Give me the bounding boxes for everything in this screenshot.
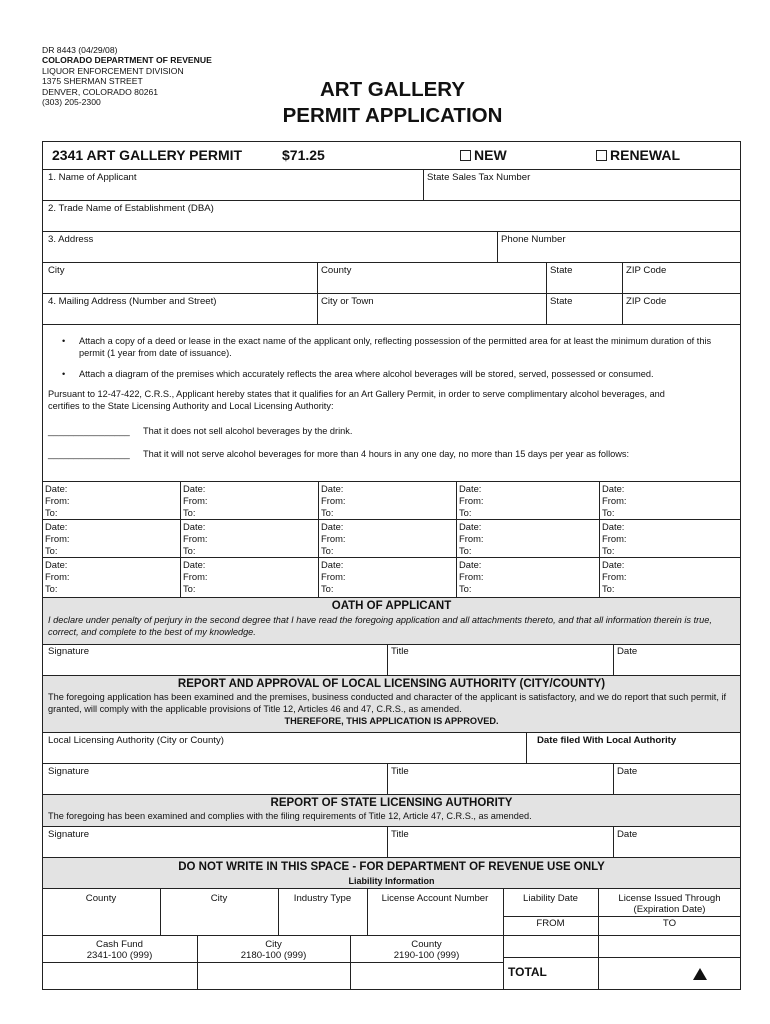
- license-issued-label: License Issued Through: [618, 893, 721, 904]
- city-address: DENVER, COLORADO 80261: [42, 86, 159, 97]
- renewal-checkbox[interactable]: [596, 150, 607, 161]
- name-of-applicant-field[interactable]: 1. Name of Applicant: [48, 172, 137, 183]
- initial-blank-2[interactable]: ________________: [48, 449, 130, 459]
- schedule-cell[interactable]: [459, 559, 598, 595]
- schedule-date-label: Date:: [45, 483, 68, 494]
- schedule-date-label: Date:: [321, 521, 344, 532]
- schedule-cell[interactable]: [321, 559, 455, 595]
- local-date-field[interactable]: Date: [617, 766, 638, 777]
- state-date-field[interactable]: Date: [617, 829, 638, 840]
- oath-title-field[interactable]: Title: [391, 646, 409, 657]
- form-title-line2: PERMIT APPLICATION: [282, 104, 503, 127]
- state-authority-text: The foregoing has been examined and complies with the filing requirements of Title 12, Article 47, C.R.S., as amended.: [48, 811, 532, 821]
- schedule-date-label: Date:: [602, 521, 625, 532]
- state-authority-title: REPORT OF STATE LICENSING AUTHORITY: [270, 797, 513, 809]
- schedule-to-label: To:: [459, 545, 472, 556]
- local-authority-field[interactable]: Local Licensing Authority (City or County): [48, 735, 224, 746]
- mailing-address-field[interactable]: 4. Mailing Address (Number and Street): [48, 296, 217, 307]
- renewal-option[interactable]: [596, 147, 680, 163]
- instruction-deed: Attach a copy of a deed or lease in the exact name of the applicant only, reflecting possession of the permitted area for at least the minimum duration of this permit (1 year from date of issuance).: [79, 336, 712, 358]
- permit-fee: $71.25: [282, 147, 325, 163]
- schedule-cell[interactable]: [602, 559, 740, 595]
- no-sale-statement: That it does not sell alcohol beverages by the drink.: [143, 426, 353, 436]
- oath-signature-field[interactable]: Signature: [48, 646, 90, 657]
- bullet-dot: •: [62, 336, 66, 346]
- total-label: TOTAL: [508, 965, 547, 979]
- renewal-label: RENEWAL: [610, 147, 680, 163]
- local-authority-title: REPORT AND APPROVAL OF LOCAL LICENSING AUTHORITY (CITY/COUNTY): [177, 678, 606, 690]
- new-checkbox[interactable]: [460, 150, 471, 161]
- oath-title: OATH OF APPLICANT: [331, 600, 452, 612]
- schedule-to-label: To:: [183, 583, 196, 594]
- county-fund-label: County: [411, 939, 442, 950]
- schedule-from-label: From:: [459, 533, 484, 544]
- schedule-cell[interactable]: [602, 521, 740, 557]
- street-address: 1375 SHERMAN STREET: [42, 76, 143, 87]
- dor-county-label: County: [85, 893, 117, 904]
- schedule-date-label: Date:: [459, 521, 482, 532]
- schedule-cell[interactable]: [183, 559, 317, 595]
- agency-header: [42, 45, 212, 107]
- schedule-date-label: Date:: [183, 521, 206, 532]
- schedule-to-label: To:: [321, 583, 334, 594]
- schedule-to-label: To:: [183, 507, 196, 518]
- schedule-cell[interactable]: [321, 521, 455, 557]
- cash-fund-label: Cash Fund: [96, 939, 143, 950]
- schedule-from-label: From:: [321, 495, 346, 506]
- oath-text: I declare under penalty of perjury in the second degree that I have read the foregoing application and all attachments thereto, and that all information therein is true, correct, and complete to the best of my knowledge.: [48, 615, 712, 637]
- form-title: [250, 77, 535, 129]
- local-signature-field[interactable]: Signature: [48, 766, 90, 777]
- schedule-to-label: To:: [45, 583, 58, 594]
- schedule-from-label: From:: [183, 495, 208, 506]
- mailing-zip-field[interactable]: ZIP Code: [626, 296, 667, 307]
- schedule-cell[interactable]: [459, 483, 598, 519]
- schedule-from-label: From:: [45, 533, 70, 544]
- bullet-dot: •: [62, 369, 66, 379]
- hours-limit-statement: That it will not serve alcohol beverages for more than 4 hours in any one day, no more than 15 days per year as follows:: [143, 449, 630, 459]
- instruction-diagram: Attach a diagram of the premises which accurately reflects the area where alcohol beverages will be stored, served, possessed or consumed.: [79, 369, 654, 379]
- schedule-from-label: From:: [459, 495, 484, 506]
- date-filed-field[interactable]: Date filed With Local Authority: [537, 735, 677, 746]
- schedule-cell[interactable]: [45, 521, 179, 557]
- schedule-date-label: Date:: [321, 559, 344, 570]
- state-sales-tax-field[interactable]: State Sales Tax Number: [427, 172, 531, 183]
- local-authority-text: The foregoing application has been examined and the premises, business conducted and character of the applicant is satisfactory, and we do report that such permit, if granted, will comply with the applicable provisions of Title 12, Articles 46 and 47, C.R.S., as amended.: [48, 692, 727, 714]
- schedule-from-label: From:: [45, 571, 70, 582]
- county-fund-code: 2190-100 (999): [393, 950, 460, 961]
- form-title-line1: ART GALLERY: [319, 78, 465, 101]
- schedule-date-label: Date:: [459, 483, 482, 494]
- agency-phone: (303) 205-2300: [42, 97, 101, 108]
- triangle-up-icon: [692, 967, 708, 981]
- liability-info-title: Liability Information: [348, 876, 435, 886]
- dor-title: DO NOT WRITE IN THIS SPACE - FOR DEPARTMENT OF REVENUE USE ONLY: [178, 861, 605, 873]
- schedule-cell[interactable]: [183, 483, 317, 519]
- schedule-to-label: To:: [321, 545, 334, 556]
- state-field[interactable]: State: [550, 265, 573, 276]
- schedule-date-label: Date:: [602, 483, 625, 494]
- schedule-to-label: To:: [459, 583, 472, 594]
- schedule-cell[interactable]: [183, 521, 317, 557]
- schedule-from-label: From:: [459, 571, 484, 582]
- state-title-field[interactable]: Title: [391, 829, 409, 840]
- city-fund-code: 2180-100 (999): [240, 950, 307, 961]
- schedule-from-label: From:: [321, 571, 346, 582]
- approved-statement: THEREFORE, THIS APPLICATION IS APPROVED.: [284, 716, 499, 726]
- liability-date-label: Liability Date: [523, 893, 578, 904]
- schedule-from-label: From:: [602, 571, 627, 582]
- department-name: COLORADO DEPARTMENT OF REVENUE: [42, 55, 212, 66]
- address-field[interactable]: 3. Address: [48, 234, 94, 245]
- dor-city-label: City: [210, 893, 228, 904]
- schedule-from-label: From:: [45, 495, 70, 506]
- state-signature-field[interactable]: Signature: [48, 829, 90, 840]
- new-label: NEW: [474, 147, 507, 163]
- city-or-town-field[interactable]: City or Town: [321, 296, 374, 307]
- schedule-from-label: From:: [183, 571, 208, 582]
- pursuant-statement: Pursuant to 12-47-422, C.R.S., Applicant hereby states that it qualifies for an Art Gallery Permit, in order to serve complimentary alcohol beverages, and certifies to the State Licensing Authority and Local Licensing Authority:: [48, 389, 665, 411]
- schedule-cell[interactable]: [602, 483, 740, 519]
- schedule-date-label: Date:: [183, 559, 206, 570]
- license-account-label: License Account Number: [381, 893, 489, 904]
- schedule-cell[interactable]: [45, 559, 179, 595]
- city-field[interactable]: City: [48, 265, 65, 276]
- liability-from-label: FROM: [536, 918, 565, 929]
- schedule-from-label: From:: [602, 495, 627, 506]
- division-name: LIQUOR ENFORCEMENT DIVISION: [42, 65, 184, 76]
- schedule-to-label: To:: [602, 545, 615, 556]
- schedule-date-label: Date:: [459, 559, 482, 570]
- schedule-to-label: To:: [45, 507, 58, 518]
- city-fund-label: City: [265, 939, 282, 950]
- schedule-cell[interactable]: [45, 483, 179, 519]
- schedule-to-label: To:: [183, 545, 196, 556]
- schedule-cell[interactable]: [321, 483, 455, 519]
- industry-type-label: Industry Type: [293, 893, 352, 904]
- schedule-to-label: To:: [602, 583, 615, 594]
- trade-name-field[interactable]: 2. Trade Name of Establishment (DBA): [48, 203, 214, 214]
- cash-fund-code: 2341-100 (999): [86, 950, 153, 961]
- schedule-date-label: Date:: [321, 483, 344, 494]
- phone-number-field[interactable]: Phone Number: [501, 234, 566, 245]
- permit-code-title: 2341 ART GALLERY PERMIT: [52, 147, 243, 163]
- schedule-date-label: Date:: [45, 521, 68, 532]
- zip-field[interactable]: ZIP Code: [626, 265, 667, 276]
- license-to-label: TO: [662, 918, 677, 929]
- schedule-date-label: Date:: [45, 559, 68, 570]
- schedule-date-label: Date:: [183, 483, 206, 494]
- oath-date-field[interactable]: Date: [617, 646, 638, 657]
- schedule-to-label: To:: [321, 507, 334, 518]
- schedule-from-label: From:: [602, 533, 627, 544]
- initial-blank-1[interactable]: ________________: [48, 426, 130, 436]
- expiration-label: (Expiration Date): [633, 904, 706, 915]
- schedule-from-label: From:: [183, 533, 208, 544]
- schedule-to-label: To:: [602, 507, 615, 518]
- local-title-field[interactable]: Title: [391, 766, 409, 777]
- schedule-to-label: To:: [45, 545, 58, 556]
- schedule-to-label: To:: [459, 507, 472, 518]
- schedule-cell[interactable]: [459, 521, 598, 557]
- schedule-date-label: Date:: [602, 559, 625, 570]
- form-number: DR 8443 (04/29/08): [42, 45, 118, 55]
- county-field[interactable]: County: [321, 265, 352, 276]
- mailing-state-field[interactable]: State: [550, 296, 573, 307]
- new-option[interactable]: [460, 147, 507, 163]
- schedule-from-label: From:: [321, 533, 346, 544]
